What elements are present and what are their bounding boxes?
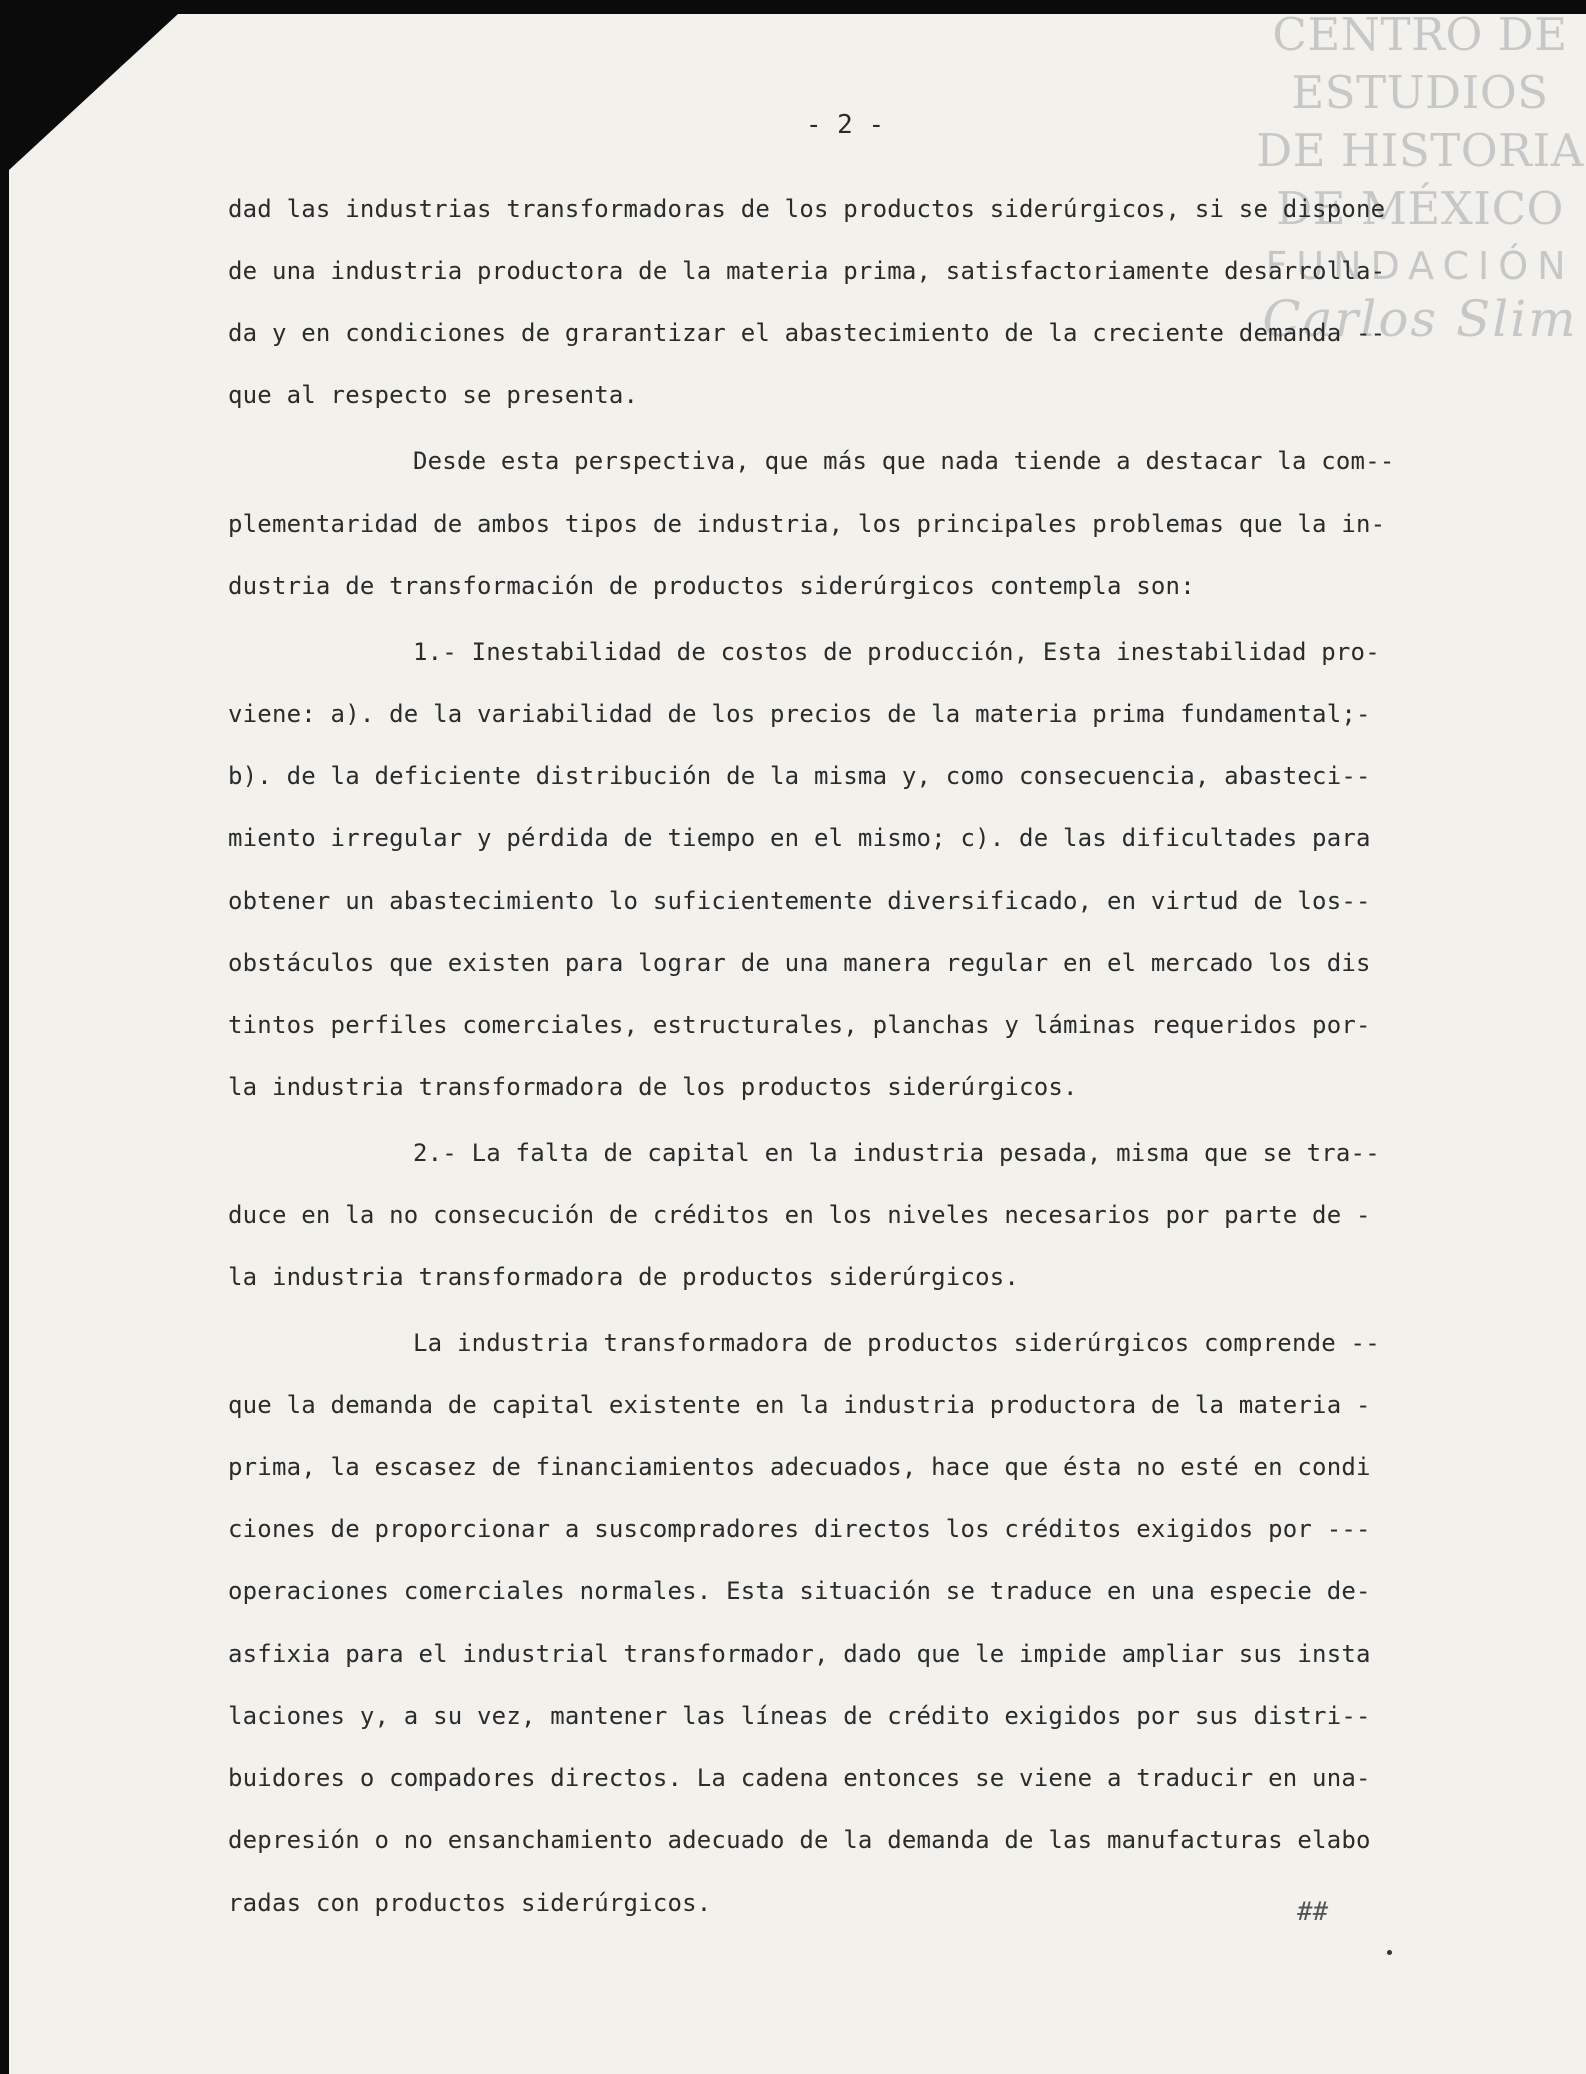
text-line: tintos perfiles comerciales, estructurales, planchas y láminas requeridos por- [228, 1011, 1371, 1039]
text-line: buidores o compadores directos. La cadena entonces se viene a traducir en una- [228, 1764, 1371, 1792]
page-number: - 2 - [805, 110, 885, 140]
text-line: La industria transformadora de productos siderúrgicos comprende -- [413, 1329, 1380, 1357]
watermark-line: DE MÉXICO [1276, 182, 1564, 235]
text-line: plementaridad de ambos tipos de industria, los principales problemas que la in- [228, 510, 1386, 538]
text-line: dustria de transformación de productos siderúrgicos contempla son: [228, 572, 1195, 600]
text-line: laciones y, a su vez, mantener las líneas de crédito exigidos por sus distri-- [228, 1702, 1371, 1730]
text-line: que al respecto se presenta. [228, 381, 639, 409]
text-line: miento irregular y pérdida de tiempo en el mismo; c). de las dificultades para [228, 824, 1371, 852]
watermark-signature: Carlos Slim [1262, 290, 1578, 348]
text-line: la industria transformadora de productos siderúrgicos. [228, 1263, 1020, 1291]
watermark-line: DE HISTORIA [1256, 124, 1584, 177]
text-line: prima, la escasez de financiamientos adecuados, hace que ésta no esté en condi [228, 1453, 1371, 1481]
text-line: b). de la deficiente distribución de la misma y, como consecuencia, abasteci-- [228, 762, 1371, 790]
text-line: 1.- Inestabilidad de costos de producción, Esta inestabilidad pro- [413, 638, 1380, 666]
text-line: radas con productos siderúrgicos. [228, 1889, 712, 1917]
text-line: da y en condiciones de grarantizar el abastecimiento de la creciente demanda -- [228, 319, 1386, 347]
watermark-line: ESTUDIOS [1291, 66, 1549, 119]
text-line: obtener un abastecimiento lo suficientemente diversificado, en virtud de los-- [228, 887, 1371, 915]
text-line: que la demanda de capital existente en la industria productora de la materia - [228, 1391, 1371, 1419]
closing-mark: ## [1297, 1897, 1329, 1927]
watermark-foundation: FUNDACIÓN [1265, 244, 1575, 288]
watermark-line: CENTRO DE [1272, 8, 1568, 61]
text-line: obstáculos que existen para lograr de una manera regular en el mercado los dis [228, 949, 1371, 977]
ink-dot [1387, 1950, 1392, 1955]
text-line: 2.- La falta de capital en la industria pesada, misma que se tra-- [413, 1139, 1380, 1167]
text-line: la industria transformadora de los productos siderúrgicos. [228, 1073, 1078, 1101]
text-line: operaciones comerciales normales. Esta situación se traduce en una especie de- [228, 1577, 1371, 1605]
text-line: ciones de proporcionar a suscompradores directos los créditos exigidos por --- [228, 1515, 1371, 1543]
text-line: duce en la no consecución de créditos en los niveles necesarios por parte de - [228, 1201, 1371, 1229]
text-line: de una industria productora de la materia prima, satisfactoriamente desarrolla- [228, 257, 1386, 285]
text-line: viene: a). de la variabilidad de los precios de la materia prima fundamental;- [228, 700, 1371, 728]
text-line: dad las industrias transformadoras de los productos siderúrgicos, si se dispone [228, 195, 1386, 223]
text-line: depresión o no ensanchamiento adecuado de la demanda de las manufacturas elabo [228, 1826, 1371, 1854]
text-line: Desde esta perspectiva, que más que nada tiende a destacar la com-- [413, 447, 1395, 475]
text-line: asfixia para el industrial transformador, dado que le impide ampliar sus insta [228, 1640, 1371, 1668]
